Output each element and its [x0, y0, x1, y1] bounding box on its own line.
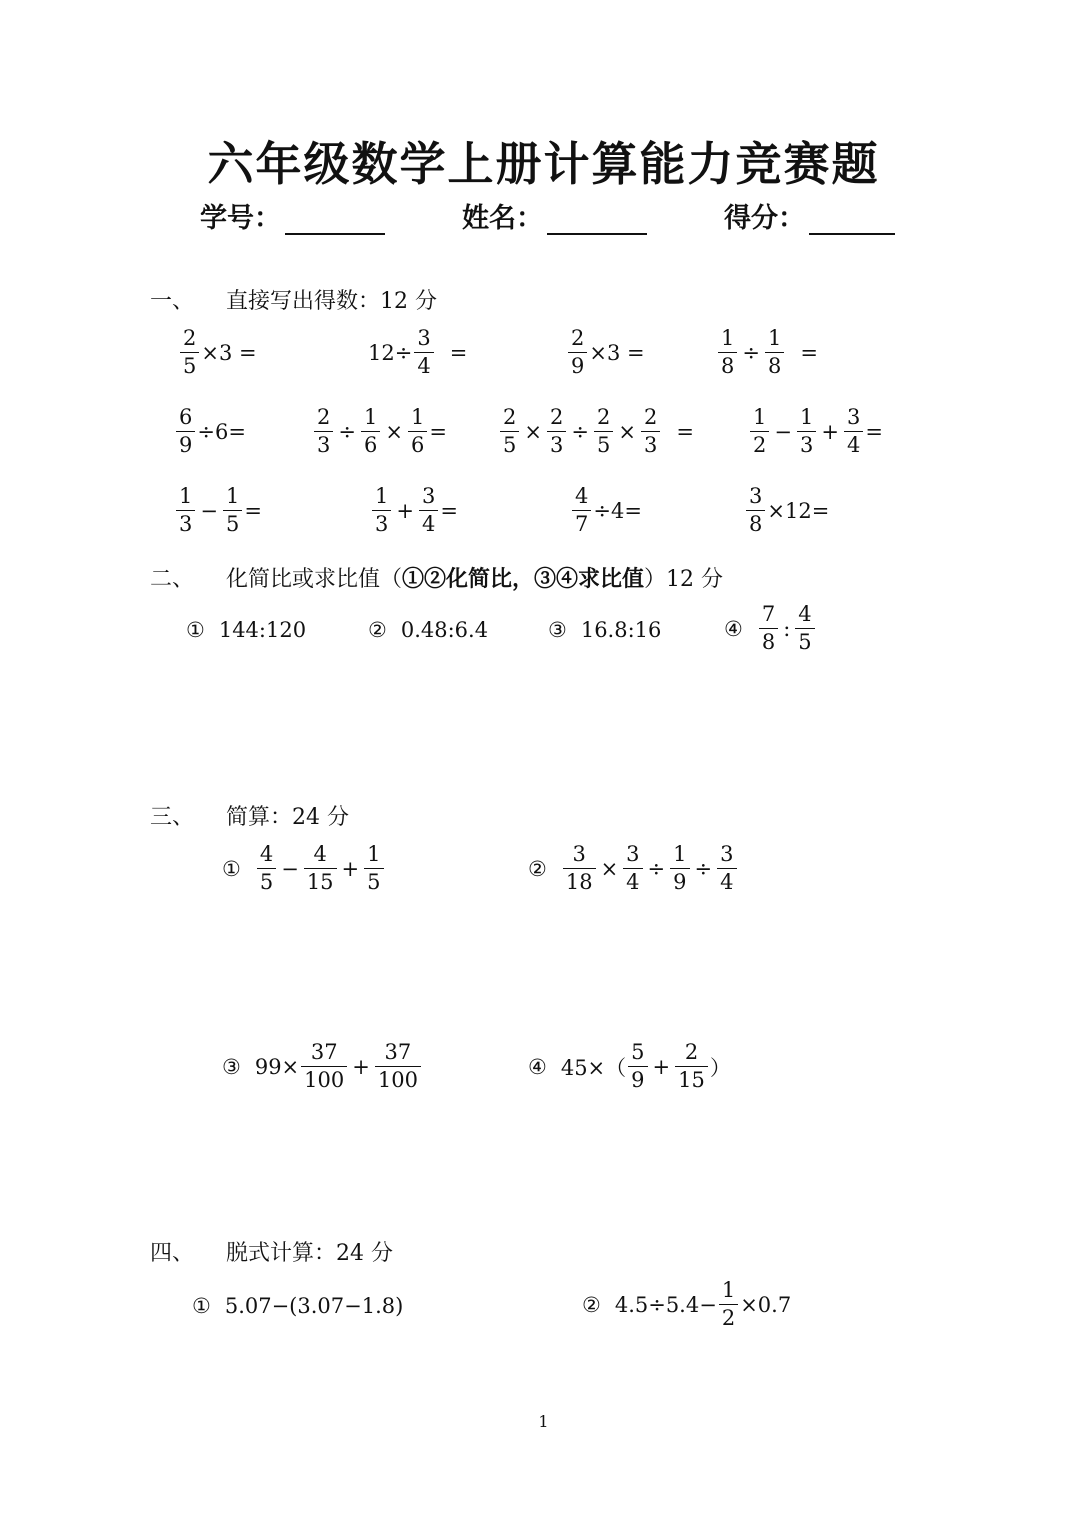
fraction: $\frac{6}{9}$	[176, 407, 195, 456]
fraction: $\frac{1}{3}$	[176, 486, 195, 535]
name-label: 姓名：	[462, 203, 543, 234]
problem-3-1: ① $\frac{4}{5}$ − $\frac{4}{15}$ + $\frac{1}{5}$	[222, 844, 386, 893]
fraction: $\frac{3}{18}$	[563, 844, 596, 893]
name-blank[interactable]	[547, 203, 647, 235]
fraction: $\frac{5}{9}$	[628, 1042, 647, 1091]
problem-1-3: $\frac{2}{9}$ ×3 =	[566, 328, 645, 377]
problem-3-4: ④ 45×（ $\frac{5}{9}$ + $\frac{2}{15}$ ）	[528, 1040, 731, 1092]
page-title: 六年级数学上册计算能力竞赛题	[207, 137, 880, 191]
score-field[interactable]	[724, 196, 895, 235]
section-4-heading	[150, 1236, 393, 1267]
problem-1-4: $\frac{1}{8}$ ÷ $\frac{1}{8}$ =	[716, 328, 818, 377]
fraction: $\frac{4}{5}$	[795, 604, 814, 653]
problem-3-3: ③ 99× $\frac{37}{100}$ + $\frac{37}{100}$	[222, 1042, 423, 1091]
section-3-heading	[150, 800, 349, 831]
fraction: $\frac{2}{9}$	[568, 328, 587, 377]
fraction: $\frac{1}{5}$	[223, 486, 242, 535]
fraction: $\frac{1}{6}$	[361, 407, 380, 456]
fraction: $\frac{1}{8}$	[765, 328, 784, 377]
fraction: $\frac{3}{4}$	[419, 486, 438, 535]
fraction: $\frac{3}{8}$	[746, 486, 765, 535]
fraction: $\frac{1}{6}$	[408, 407, 427, 456]
problem-1-12: $\frac{3}{8}$ ×12=	[744, 486, 829, 535]
fraction: $\frac{3}{4}$	[717, 844, 736, 893]
fraction: $\frac{4}{15}$	[304, 844, 337, 893]
name-field[interactable]	[462, 196, 647, 235]
fraction: $\frac{1}{9}$	[670, 844, 689, 893]
problem-2-1: ① 144:120	[186, 618, 307, 642]
fraction: $\frac{1}{8}$	[718, 328, 737, 377]
problem-4-2: ② 4.5÷5.4− $\frac{1}{2}$ ×0.7	[582, 1278, 792, 1330]
student-number-blank[interactable]	[285, 203, 385, 235]
fraction: $\frac{2}{3}$	[641, 407, 660, 456]
section-label: 简算：24 分	[226, 805, 349, 830]
fraction: $\frac{3}{4}$	[414, 328, 433, 377]
fraction: $\frac{1}{3}$	[372, 486, 391, 535]
fraction: $\frac{2}{3}$	[547, 407, 566, 456]
fraction: $\frac{4}{7}$	[572, 486, 591, 535]
section-1-heading	[150, 284, 437, 315]
student-number-field[interactable]	[200, 196, 385, 235]
problem-1-2: 12÷ $\frac{3}{4}$ =	[368, 326, 468, 378]
fraction: $\frac{2}{5}$	[594, 407, 613, 456]
problem-1-9: $\frac{1}{3}$ − $\frac{1}{5}$ =	[174, 486, 262, 535]
problem-1-1: $\frac{2}{5}$ ×3 =	[178, 328, 257, 377]
fraction: $\frac{2}{3}$	[314, 407, 333, 456]
problem-1-10: $\frac{1}{3}$ + $\frac{3}{4}$ =	[370, 486, 458, 535]
problem-1-8: $\frac{1}{2}$ − $\frac{1}{3}$ + $\frac{3}{4}$ =	[748, 407, 883, 456]
section-number: 三、	[150, 805, 195, 830]
fraction: $\frac{2}{5}$	[500, 407, 519, 456]
fraction: $\frac{37}{100}$	[301, 1042, 347, 1091]
problem-2-2: ② 0.48:6.4	[368, 618, 489, 642]
page-number: 1	[538, 1412, 549, 1431]
problem-1-5: $\frac{6}{9}$ ÷6=	[174, 407, 246, 456]
section-number: 一、	[150, 289, 195, 314]
fraction: $\frac{3}{4}$	[623, 844, 642, 893]
problem-1-11: $\frac{4}{7}$ ÷4=	[570, 486, 642, 535]
section-number: 四、	[150, 1241, 195, 1266]
section-label: 直接写出得数：12 分	[226, 289, 437, 314]
fraction: $\frac{2}{15}$	[675, 1042, 708, 1091]
student-number-label: 学号：	[200, 203, 281, 234]
problem-1-6: $\frac{2}{3}$ ÷ $\frac{1}{6}$ × $\frac{1}{6}$ =	[312, 407, 447, 456]
problem-2-3: ③ 16.8:16	[548, 618, 662, 642]
problem-3-2: ② $\frac{3}{18}$ × $\frac{3}{4}$ ÷ $\frac{1}{9}$ ÷ $\frac{3}{4}$	[528, 844, 739, 893]
problem-4-1: ① 5.07−(3.07−1.8)	[192, 1294, 404, 1318]
fraction: $\frac{37}{100}$	[375, 1042, 421, 1091]
problem-1-7: $\frac{2}{5}$ × $\frac{2}{3}$ ÷ $\frac{2}{5}$ × $\frac{2}{3}$ =	[498, 407, 694, 456]
fraction: $\frac{1}{2}$	[750, 407, 769, 456]
fraction: $\frac{7}{8}$	[759, 604, 778, 653]
problem-2-4: ④ $\frac{7}{8}$ : $\frac{4}{5}$	[724, 604, 817, 653]
fraction: $\frac{3}{4}$	[844, 407, 863, 456]
score-blank[interactable]	[809, 203, 895, 235]
score-label: 得分：	[724, 203, 805, 234]
section-number: 二、	[150, 567, 195, 592]
fraction: $\frac{1}{3}$	[797, 407, 816, 456]
section-label: 脱式计算：24 分	[226, 1241, 393, 1266]
fraction: $\frac{4}{5}$	[257, 844, 276, 893]
fraction: $\frac{2}{5}$	[180, 328, 199, 377]
section-2-heading: 二、 化简比或求比值（①②化简比，③④求比值）12 分	[150, 562, 723, 593]
fraction: $\frac{1}{2}$	[719, 1280, 738, 1329]
fraction: $\frac{1}{5}$	[364, 844, 383, 893]
